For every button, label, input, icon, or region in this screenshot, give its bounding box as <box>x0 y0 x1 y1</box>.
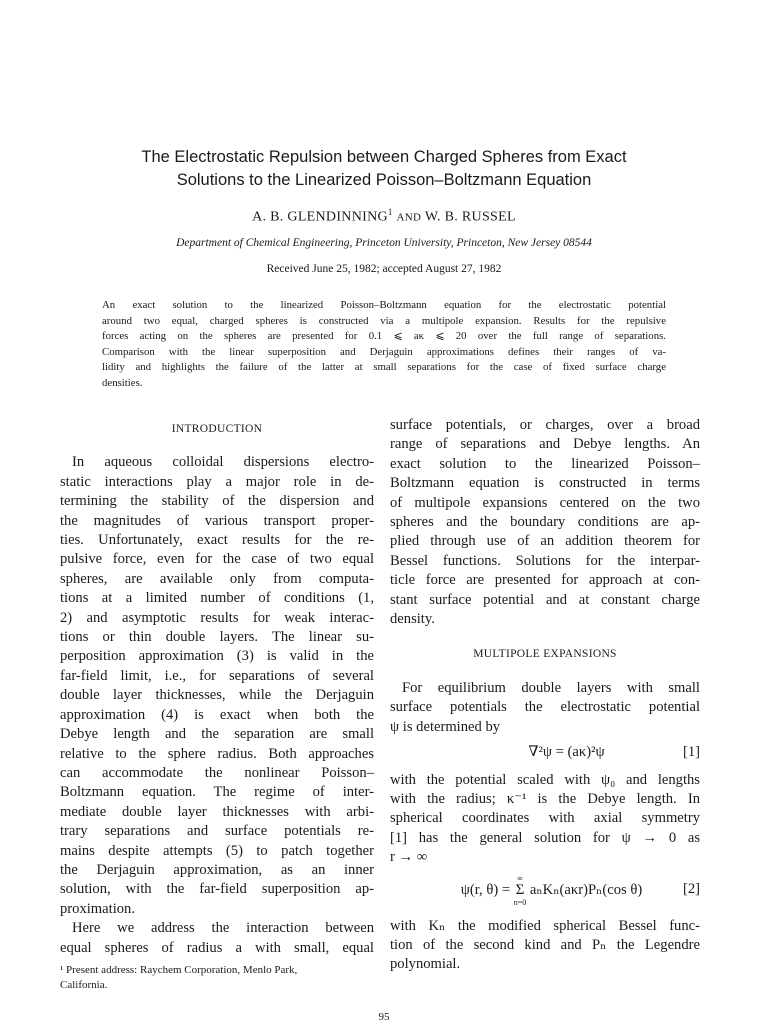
affiliation: Department of Chemical Engineering, Princeton University, Princeton, New Jersey 08544 <box>176 237 592 249</box>
text-line: range of separations and Debye lengths. An <box>390 436 700 453</box>
title-line-1: The Electrostatic Repulsion between Charged Spheres from Exact <box>141 148 627 166</box>
text-line: pulsive force, even for the case of two equal <box>60 551 374 568</box>
left-column <box>60 420 374 958</box>
text-line: with Kₙ the modified spherical Bessel func- <box>390 917 700 934</box>
abstract-line: forces acting on the spheres are presented for 0.1 ⩽ aκ ⩽ 20 over the full range of separations. <box>102 330 666 342</box>
multipole-paragraph-2 <box>390 771 700 868</box>
text-line: ψ is determined by <box>390 718 501 735</box>
multipole-paragraph-1 <box>390 679 700 737</box>
text-line: approximation (4) is exact when both the <box>60 706 374 723</box>
text-line: In aqueous colloidal dispersions electro- <box>72 454 374 471</box>
author-2: W. B. RUSSEL <box>424 209 516 225</box>
text-line: surface potentials the electrostatic potential <box>390 699 700 716</box>
text-line: Debye length and the separation are small <box>60 726 374 743</box>
text-line: tions or thin double layers. The linear su- <box>60 629 374 646</box>
author-1: A. B. GLENDINNING <box>252 209 388 225</box>
author-1-footnote-mark: 1 <box>387 207 393 217</box>
equation-1-formula: ∇²ψ = (aκ)²ψ <box>528 744 605 761</box>
text-line: tions at a limited number of conditions (1, <box>60 590 374 607</box>
text-line: ticle force are presented for approach at con- <box>390 572 700 589</box>
multipole-paragraph-3 <box>390 917 700 975</box>
right-column <box>390 416 700 975</box>
text-line: relative to the sphere radius. Both approaches <box>60 745 374 762</box>
equation-2-number: [2] <box>682 881 700 898</box>
equation-2-rhs: aₙKₙ(aκr)Pₙ(cos θ) <box>529 881 643 898</box>
abstract-line: around two equal, charged spheres is constructed via a multipole expansion. Results for the repulsive <box>102 314 666 327</box>
text-line: the magnitudes of various transport proper- <box>60 512 374 529</box>
page-number: 95 <box>378 1011 390 1023</box>
text-line: stant surface potential and at constant charge <box>390 591 700 608</box>
text-line: far-field limit, i.e., for separations of several <box>60 667 374 684</box>
text-line: Boltzmann equation is constructed in terms <box>390 475 700 492</box>
text-line: For equilibrium double layers with small <box>402 679 700 696</box>
text-line: polynomial. <box>390 956 461 973</box>
text-line: termining the stability of the dispersion and <box>60 493 374 510</box>
intro-paragraph-1 <box>60 453 374 919</box>
text-line: static interactions play a major role in de- <box>60 473 374 490</box>
text-line: Here we address the interaction between <box>72 920 374 937</box>
sum-lower-limit: n=0 <box>513 897 527 907</box>
text-line: solution, with the far-field superposition ap- <box>60 881 374 898</box>
abstract-line: An exact solution to the linearized Poisson–Boltzmann equation for the electrostatic potential <box>102 299 666 311</box>
text-line: spherical coordinates with axial symmetry <box>390 810 700 827</box>
section-heading-multipole: MULTIPOLE EXPANSIONS <box>473 648 617 661</box>
intro-paragraph-2 <box>60 919 374 958</box>
text-line: can accommodate the nonlinear Poisson– <box>60 764 374 781</box>
abstract-line: densities. <box>102 376 143 389</box>
text-line: plied through use of an addition theorem for <box>390 533 700 550</box>
equation-1-number: [1] <box>682 744 700 761</box>
text-line: density. <box>390 611 435 628</box>
text-line: exact solution to the linearized Poisson– <box>390 455 700 472</box>
equation-1 <box>390 743 700 762</box>
text-line: proximation. <box>60 900 135 917</box>
text-line: double layer thicknesses, while the Derjaguin <box>60 687 374 704</box>
text-line: mediate double layer thicknesses with arbi- <box>60 803 374 820</box>
text-line: Boltzmann equation. The regime of inter- <box>60 784 374 801</box>
text-line: [1] has the general solution for ψ → 0 as <box>390 829 700 846</box>
intro-paragraph-2-continued <box>390 416 700 629</box>
text-line: the Derjaguin approximation, as an inner <box>60 861 374 878</box>
abstract <box>102 298 666 391</box>
text-line: spheres, are available only from computa- <box>60 570 374 587</box>
text-line: of multipole expansions centered on the two <box>390 494 700 511</box>
summation-symbol <box>514 874 527 907</box>
sum-upper-limit: ∞ <box>517 873 523 883</box>
abstract-line: lidity and highlights the failure of the latter at small separations for the case of fixed surface charge <box>102 361 666 373</box>
abstract-line: Comparison with the linear superposition and Derjaguin approximations defines their ranges of va- <box>102 345 666 358</box>
title-line-2: Solutions to the Linearized Poisson–Boltzmann Equation <box>176 171 592 189</box>
author-list <box>60 207 708 226</box>
text-line: spheres and the boundary conditions are ap- <box>390 514 700 531</box>
equation-2 <box>390 874 700 907</box>
footnote-line: California. <box>60 979 108 991</box>
text-line: trary separations and surface potentials re- <box>60 823 374 840</box>
paper-title <box>60 146 708 192</box>
text-line: Bessel functions. Solutions for the interpar- <box>390 552 700 569</box>
section-heading-introduction: INTRODUCTION <box>171 423 263 435</box>
sigma-glyph: Σ <box>515 881 525 898</box>
text-line: tion of the second kind and Pₙ the Legendre <box>390 936 700 953</box>
author-conjunction: AND <box>396 211 422 224</box>
text-line: equal spheres of radius a with small, equal <box>60 939 374 956</box>
text-line: perposition approximation (3) is valid in the <box>60 648 374 665</box>
footnote <box>60 963 374 993</box>
text-line: surface potentials, or charges, over a broad <box>390 417 700 433</box>
equation-2-lhs: ψ(r, θ) = <box>460 881 511 898</box>
text-line: mains despite attempts (5) to patch together <box>60 842 374 859</box>
received-dates: Received June 25, 1982; accepted August 27, 1982 <box>266 263 502 275</box>
footnote-line: ¹ Present address: Raychem Corporation, Menlo Park, <box>60 964 298 976</box>
text-line: 2) and asymptotic results for weak interac- <box>60 609 374 626</box>
equation-2-formula <box>390 874 683 907</box>
text-line: with the potential scaled with ψ₀ and lengths <box>390 771 700 788</box>
text-line: with the radius; κ⁻¹ is the Debye length. In <box>390 790 700 807</box>
text-line: r → ∞ <box>390 849 428 866</box>
text-line: ties. Unfortunately, exact results for the re- <box>60 532 374 549</box>
